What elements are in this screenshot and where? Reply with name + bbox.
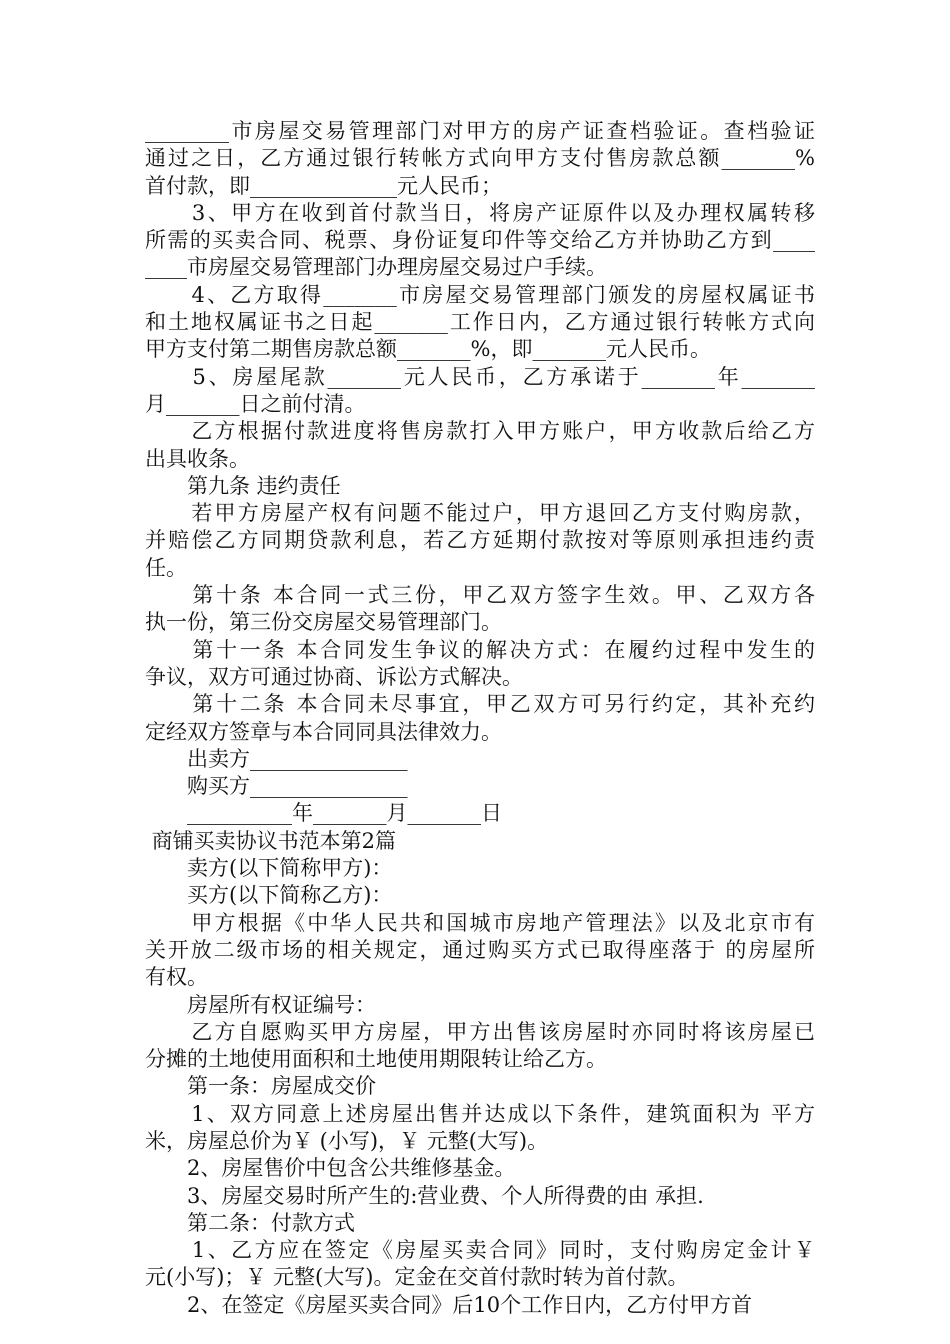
text-line: 首付款，即______________元人民币； [145, 173, 502, 198]
text-line: __________年_______月_______日 [145, 801, 502, 826]
text-line: 卖方(以下简称甲方)： [145, 856, 393, 881]
text-line: 争议，双方可通过协商、诉讼方式解决。 [145, 664, 523, 689]
text-line: 第一条：房屋成交价 [145, 1074, 376, 1099]
text-line: 元(小写)；￥ 元整(大写)。定金在交首付款时转为首付款。 [145, 1265, 689, 1290]
text-line: 乙方根据付款进度将售房款打入甲方账户，甲方收款后给乙方 [145, 419, 815, 444]
text-line: 房屋所有权证编号： [145, 992, 376, 1017]
text-line: 和土地权属证书之日起_______工作日内，乙方通过银行转帐方式向 [145, 310, 815, 335]
text-line: 4、乙方取得_______市房屋交易管理部门颁发的房屋权属证书 [145, 282, 815, 307]
text-line: 购买方_______________ [145, 774, 408, 799]
text-line: 甲方支付第二期售房款总额_______%，即_______元人民币。 [145, 337, 711, 362]
text-line: 第九条 违约责任 [145, 473, 341, 498]
text-line: 商铺买卖协议书范本第2篇 [145, 828, 397, 853]
text-line: 有权。 [145, 965, 208, 990]
text-line: 通过之日，乙方通过银行转帐方式向甲方支付售房款总额_______% [145, 146, 815, 171]
document-page [145, 118, 815, 1319]
text-line: 甲方根据《中华人民共和国城市房地产管理法》以及北京市有 [145, 910, 815, 935]
text-line: 乙方自愿购买甲方房屋，甲方出售该房屋时亦同时将该房屋已 [145, 1019, 815, 1044]
text-line: 5、房屋尾款_______元人民币，乙方承诺于_______年_______ [145, 364, 815, 389]
text-line: ________市房屋交易管理部门对甲方的房产证查档验证。查档验证 [145, 119, 815, 143]
text-line: 第二条：付款方式 [145, 1210, 355, 1235]
text-line: 2、房屋售价中包含公共维修基金。 [145, 1156, 516, 1181]
text-line: 任。 [145, 555, 187, 580]
text-line: ____市房屋交易管理部门办理房屋交易过户手续。 [145, 255, 607, 280]
text-line: 第十一条 本合同发生争议的解决方式：在履约过程中发生的 [145, 637, 815, 662]
text-line: 所需的买卖合同、税票、身份证复印件等交给乙方并协助乙方到____ [145, 228, 815, 253]
text-line: 买方(以下简称乙方)： [145, 883, 393, 908]
text-line: 第十二条 本合同未尽事宜，甲乙双方可另行约定，其补充约 [145, 692, 815, 717]
text-line: 出卖方_______________ [145, 746, 408, 771]
text-line: 3、甲方在收到首付款当日，将房产证原件以及办理权属转移 [145, 200, 815, 225]
text-line: 1、乙方应在签定《房屋买卖合同》同时，支付购房定金计￥ [145, 1238, 815, 1263]
text-line: 关开放二级市场的相关规定，通过购买方式已取得座落于 的房屋所 [145, 937, 815, 962]
text-line: 1、双方同意上述房屋出售并达成以下条件，建筑面积为 平方 [145, 1101, 815, 1126]
text-line: 若甲方房屋产权有问题不能过户，甲方退回乙方支付购房款， [145, 501, 815, 526]
text-line: 分摊的土地使用面积和土地使用期限转让给乙方。 [145, 1047, 607, 1072]
text-line: 月_______日之前付清。 [145, 391, 366, 416]
text-line: 定经双方签章与本合同同具法律效力。 [145, 719, 502, 744]
text-line: 3、房屋交易时所产生的:营业费、个人所得费的由 承担. [145, 1183, 704, 1208]
text-line: 米，房屋总价为￥ (小写)，￥ 元整(大写)。 [145, 1128, 549, 1153]
text-line: 出具收条。 [145, 446, 250, 471]
text-line: 2、在签定《房屋买卖合同》后10个工作日内，乙方付甲方首 [145, 1292, 753, 1317]
text-line: 第十条 本合同一式三份，甲乙双方签字生效。甲、乙双方各 [145, 583, 815, 608]
text-line: 执一份，第三份交房屋交易管理部门。 [145, 610, 502, 635]
text-line: 并赔偿乙方同期贷款利息，若乙方延期付款按对等原则承担违约责 [145, 528, 815, 553]
